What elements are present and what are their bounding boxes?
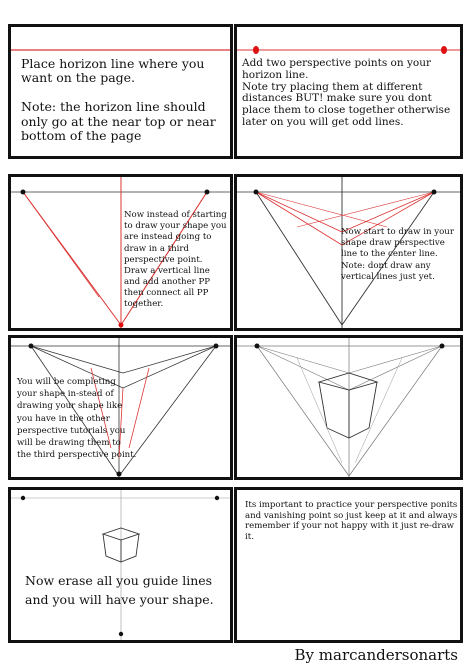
panel-2-text: Add two perspective points on your horizon line. Note try placing them at different distances BUT! make sure you dont place them to close together otherwise later on you will get odd lines. xyxy=(242,57,451,128)
panel-1 xyxy=(8,24,233,159)
panel-7 xyxy=(8,487,233,643)
panel-5-text: You will be completing your shape in-stead of drawing your shape like you have in the other perspective tutorials you will be drawing them to the third perspective point. xyxy=(17,377,137,461)
panel-2 xyxy=(234,24,463,159)
panel-5 xyxy=(8,335,233,480)
panel-8 xyxy=(234,487,463,643)
cube-vertical-lines-drawing xyxy=(237,338,460,477)
panel-1-text: Place horizon line where you want on the page. Note: the horizon line should only go at the near top or near bottom of the page xyxy=(21,56,216,143)
footer-credit: By marcandersonarts xyxy=(294,646,458,664)
panel-4 xyxy=(234,174,463,331)
panel-4-text: Now start to draw in your shape draw perspective line to the center line. Note: dont draw any vertical lines just yet. xyxy=(341,227,454,282)
panel-7-text: Now erase all you guide lines and you will have your shape. xyxy=(25,573,214,607)
panel-8-text: Its important to practice your perspective ponits and vanishing point so just keep at it and always remember if your not happy with it just re-draw it. xyxy=(245,500,458,543)
panel-3 xyxy=(8,174,233,331)
panel-6 xyxy=(234,335,463,480)
final-cube-drawing xyxy=(11,490,230,640)
panel-3-text: Now instead of starting to draw your shape you are instead going to draw in a third perspective point. Draw a vertical line and add another PP then connect all PP together. xyxy=(124,210,227,310)
